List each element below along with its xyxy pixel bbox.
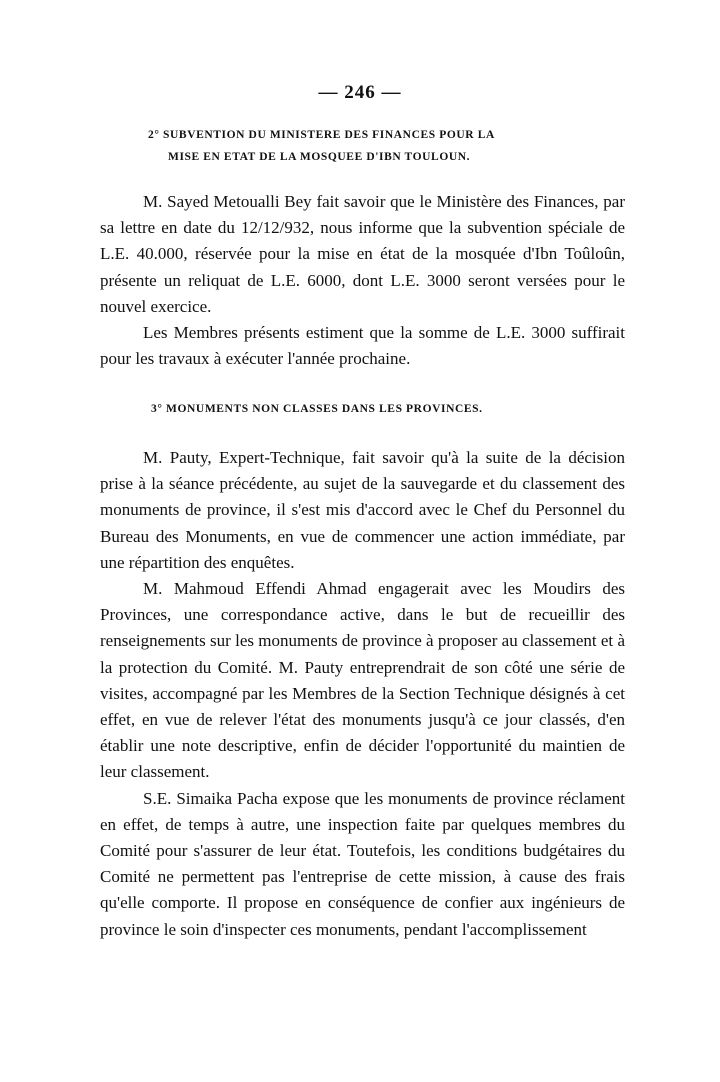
- section-3-paragraph-3: S.E. Simaika Pacha expose que les monuments de province réclament en effet, de temps à autre, une inspection faite par quelques membres du Comité pour s'assurer de leur état. Toutefois, les conditions budgétaires du Comité ne permettent pas l'entreprise de cette mission, à cause des frais qu'elle comporte. Il propose en conséquence de confier aux ingénieurs de province le soin d'inspecter ces monuments, pendant l'accomplissement: [100, 788, 625, 939]
- section-3-body: [100, 445, 625, 943]
- page-number: — 246 —: [318, 82, 402, 103]
- section-2-body: [100, 189, 625, 372]
- section-2-paragraph-1: M. Sayed Metoualli Bey fait savoir que le Ministère des Finances, par sa lettre en date du 12/12/932, nous informe que la subvention spéciale de L.E. 40.000, réservée pour la mise en état de la mosquée d'Ibn Toûloûn, présente un reliquat de L.E. 6000, dont L.E. 3000 seront versées pour le nouvel exercice.: [100, 192, 625, 316]
- section-3-paragraph-2: M. Mahmoud Effendi Ahmad engagerait avec les Moudirs des Provinces, une correspondance active, dans le but de recueillir des renseignements sur les monuments de province à proposer au classement et à la protection du Comité. M. Pauty entreprendrait de son côté une série de visites, accompagné par les Membres de la Section Technique désignés à cet effet, en vue de relever l'état des monuments jusqu'à ce jour classés, d'en établir une note descriptive, enfin de décider l'opportunité du maintien de leur classement.: [100, 579, 625, 782]
- section-2-paragraph-2: Les Membres présents estiment que la somme de L.E. 3000 suffirait pour les travaux à exécuter l'année prochaine.: [100, 323, 625, 369]
- section-2-heading-line-2: MISE EN ETAT DE LA MOSQUEE D'IBN TOULOUN.: [168, 151, 471, 163]
- section-3-heading: 3° MONUMENTS NON CLASSES DANS LES PROVINCES.: [151, 403, 483, 415]
- section-2-heading-line-1: 2° SUBVENTION DU MINISTERE DES FINANCES POUR LA: [148, 129, 495, 141]
- section-3-paragraph-1: M. Pauty, Expert-Technique, fait savoir qu'à la suite de la décision prise à la séance précédente, au sujet de la sauvegarde et du classement des monuments de province, il s'est mis d'accord avec le Chef du Personnel du Bureau des Monuments, en vue de commencer une action immédiate, par une répartition des enquêtes.: [100, 448, 625, 572]
- section-2-heading: [148, 124, 588, 168]
